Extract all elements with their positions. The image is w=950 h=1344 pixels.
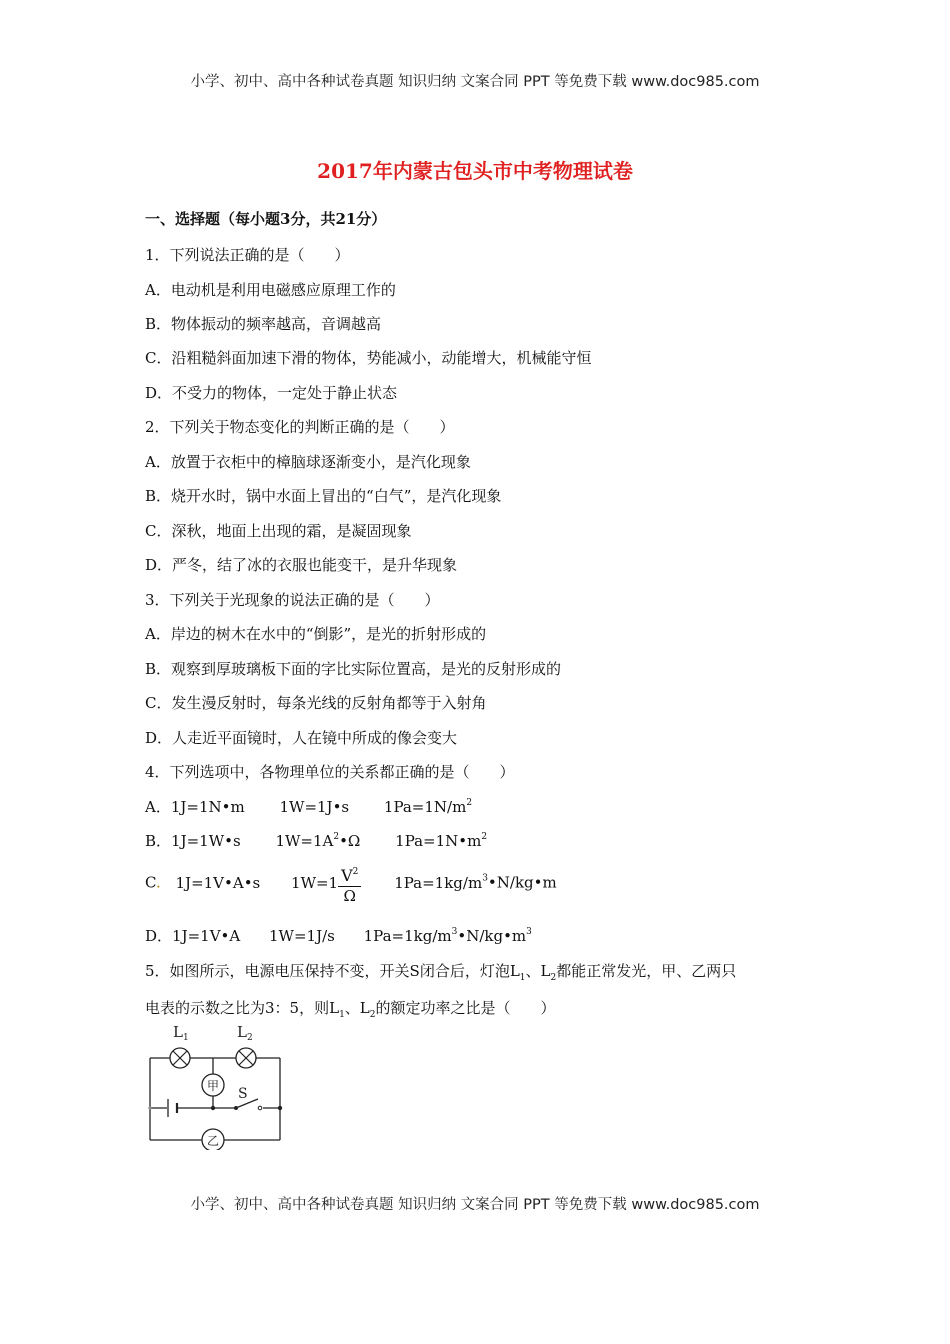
page-header: 小学、初中、高中各种试卷真题 知识归纳 文案合同 PPT 等免费下载 www.doc985.com: [190, 74, 760, 90]
question-2-stem: 2．下列关于物态变化的判断正确的是（ ）: [145, 418, 455, 436]
q5-text-f: 的额定功率之比是（ ）: [375, 999, 556, 1017]
q4-d-part3: 1Pa=1kg/m: [363, 927, 452, 945]
subscript: 1: [339, 1010, 345, 1020]
question-5-stem-line2: [145, 997, 556, 1020]
q4-c-dot: .: [155, 873, 161, 892]
question-3-stem: 3．下列关于光现象的说法正确的是（ ）: [145, 591, 440, 609]
exponent: 3: [526, 927, 532, 937]
exponent: 2: [481, 832, 488, 842]
question-2-option-d: D．严冬，结了冰的衣服也能变干，是升华现象: [145, 556, 458, 574]
lamp-l1-subscript: 1: [183, 1033, 189, 1043]
circuit-diagram: [140, 1020, 300, 1150]
question-3-option-b: B．观察到厚玻璃板下面的字比实际位置高，是光的反射形成的: [145, 660, 562, 678]
question-1-option-d: D．不受力的物体，一定处于静止状态: [145, 384, 398, 402]
page-title: 2017年内蒙古包头市中考物理试卷: [317, 159, 633, 183]
question-5-stem-line1: [145, 960, 736, 983]
question-4-option-a: [145, 796, 472, 817]
meter-jia-label: 甲: [206, 1079, 220, 1093]
subscript: 2: [550, 973, 557, 983]
q4-a-part3: 1Pa=1N/m: [383, 798, 467, 816]
lamp-l2-label: L: [237, 1023, 247, 1041]
q4-c-part1: 1J=1V•A•s: [175, 873, 261, 892]
q4-a-part1: A．1J=1N•m: [145, 798, 245, 816]
exponent: 2: [466, 798, 473, 808]
question-3-option-c: C．发生漫反射时，每条光线的反射角都等于入射角: [145, 694, 487, 712]
exponent: 3: [482, 873, 488, 884]
fraction-numerator: $V^2$: [338, 862, 361, 887]
subscript: 2: [369, 1010, 376, 1020]
question-1-option-c: C．沿粗糙斜面加速下滑的物体，势能减小，动能增大，机械能守恒: [145, 349, 592, 367]
q5-text-c: 都能正常发光，甲、乙两只: [556, 962, 737, 980]
switch-label: S: [238, 1086, 248, 1102]
junction-dot: [211, 1106, 215, 1110]
question-1-option-b: B．物体振动的频率越高，音调越高: [145, 315, 382, 333]
q5-text-d: 电表的示数之比为3：5，则L: [145, 999, 340, 1017]
question-2-option-a: A．放置于衣柜中的樟脑球逐渐变小，是汽化现象: [145, 453, 471, 471]
lamp-l1: [170, 1048, 190, 1068]
q4-c-part3: 1Pa=1kg/m: [394, 873, 483, 892]
exponent: 3: [451, 927, 458, 937]
q4-d-part1: D．1J=1V•A: [145, 927, 241, 945]
question-3-option-a: A．岸边的树木在水中的“倒影”，是光的折射形成的: [145, 625, 487, 643]
q4-a-part2: 1W=1J•s: [279, 798, 350, 816]
q4-b-part1: B．1J=1W•s: [145, 832, 241, 850]
lamp-l2: [236, 1048, 256, 1068]
q4-c-part3-unit: •N/kg•m: [487, 873, 557, 892]
question-2-option-c: C．深秋，地面上出现的霜，是凝固现象: [145, 522, 412, 540]
question-4-option-c: [145, 862, 557, 905]
fraction-denominator: Ω: [343, 887, 356, 905]
q4-d-part2: 1W=1J/s: [269, 927, 335, 945]
junction-dot: [278, 1106, 282, 1110]
q4-d-part3-unit: •N/kg•m: [457, 927, 527, 945]
q5-text-b: 、L: [525, 962, 551, 980]
q4-b-part3: 1Pa=1N•m: [395, 832, 482, 850]
question-4-option-b: [145, 830, 487, 851]
q4-c-fraction: [338, 862, 361, 905]
meter-yi-label: 乙: [206, 1134, 220, 1148]
question-1-stem: 1．下列说法正确的是（ ）: [145, 246, 350, 264]
question-4-stem: 4．下列选项中，各物理单位的关系都正确的是（ ）: [145, 763, 515, 781]
q4-b-part2: 1W=1A: [275, 832, 334, 850]
subscript: 1: [519, 973, 526, 983]
lamp-l1-label: L: [173, 1023, 183, 1041]
question-4-option-d: [145, 925, 532, 946]
question-3-option-d: D．人走近平面镜时，人在镜中所成的像会变大: [145, 729, 458, 747]
exponent: 2: [333, 832, 340, 842]
junction-dot: [148, 1106, 151, 1109]
q4-c-letter: C: [145, 873, 156, 892]
question-1-option-a: A．电动机是利用电磁感应原理工作的: [145, 281, 396, 299]
lamp-l2-subscript: 2: [247, 1033, 253, 1043]
page-footer: 小学、初中、高中各种试卷真题 知识归纳 文案合同 PPT 等免费下载 www.doc985.com: [190, 1197, 760, 1213]
section-heading: 一、选择题（每小题3分，共21分）: [145, 210, 387, 228]
q4-c-part2: 1W=1: [291, 873, 339, 892]
q5-text-e: 、L: [344, 999, 370, 1017]
q4-b-part2-unit: •Ω: [339, 832, 361, 850]
question-2-option-b: B．烧开水时，锅中水面上冒出的“白气”，是汽化现象: [145, 487, 502, 505]
battery: [168, 1099, 177, 1117]
q5-text-a: 5．如图所示，电源电压保持不变，开关S闭合后，灯泡L: [145, 962, 520, 980]
